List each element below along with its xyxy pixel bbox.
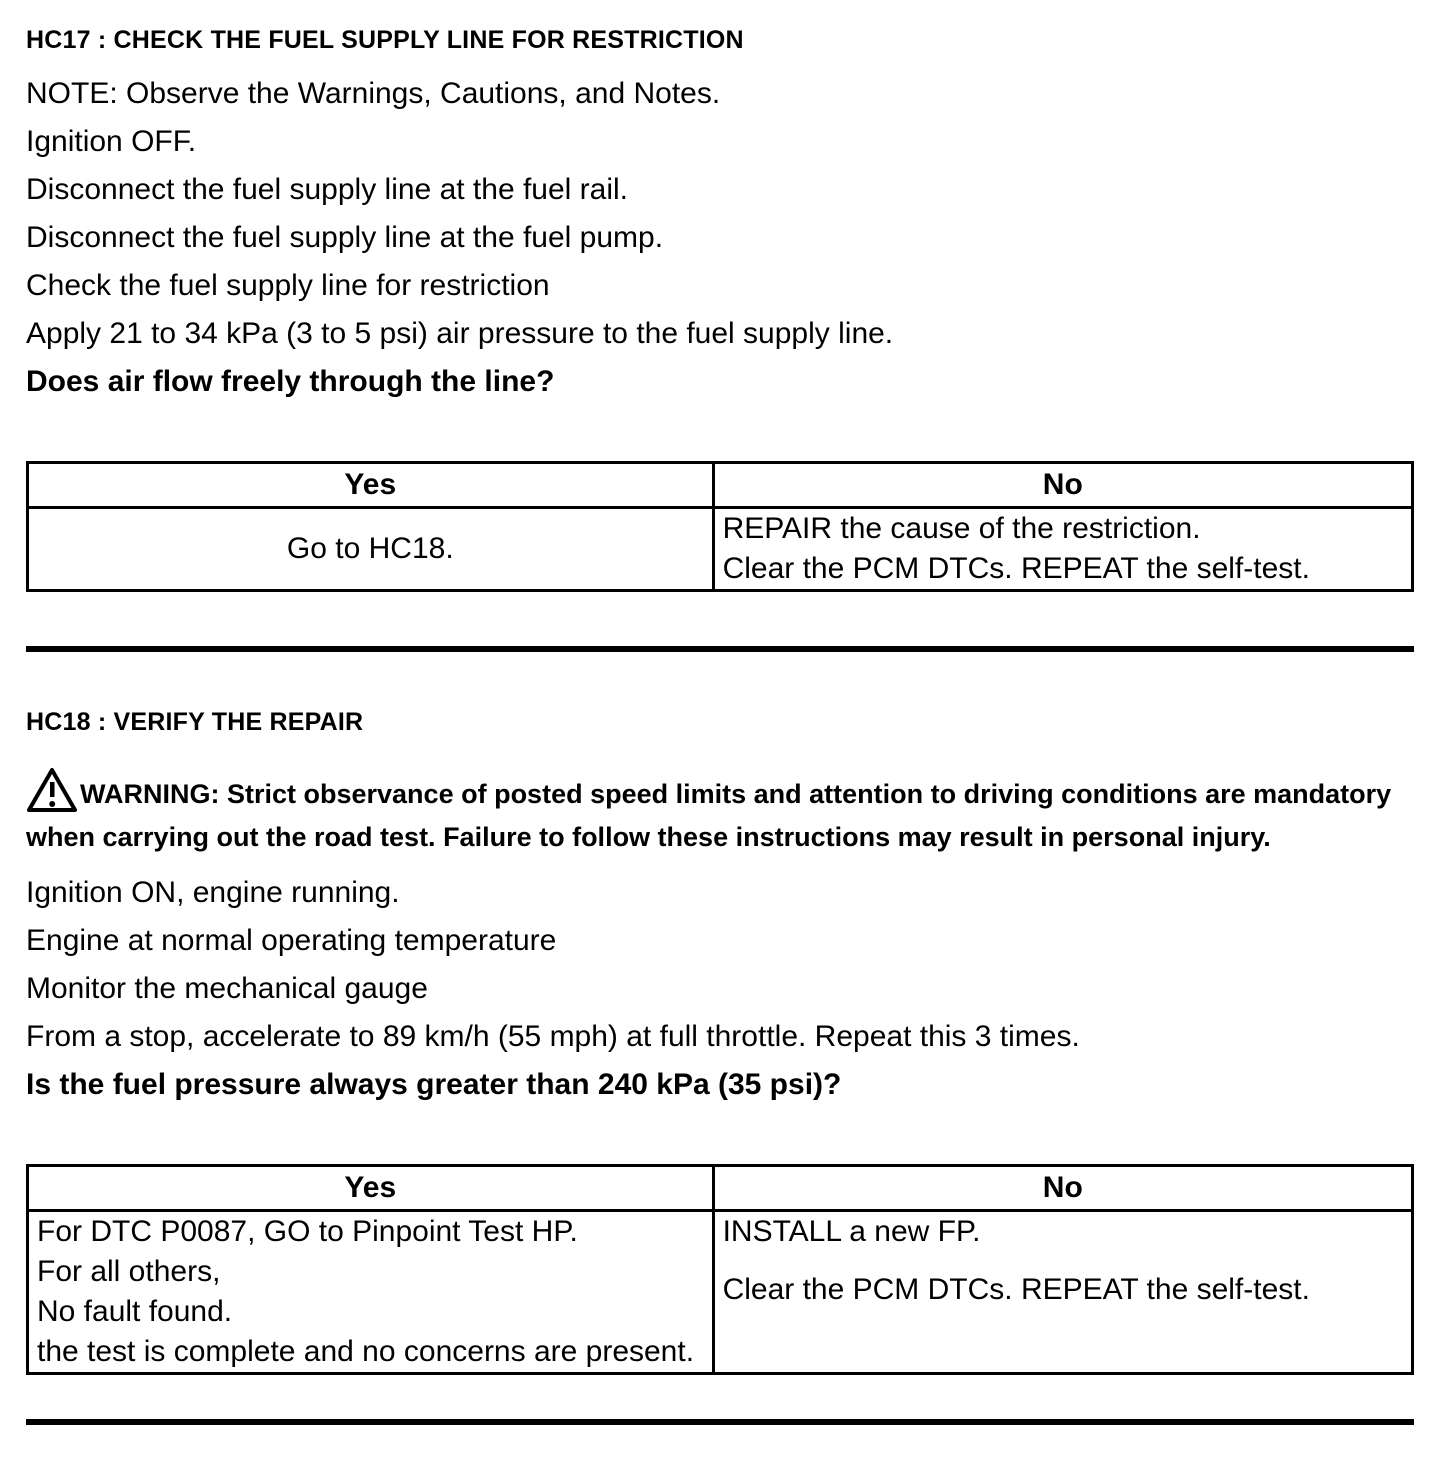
hc17-results-table bbox=[26, 461, 1414, 592]
warning-triangle-icon bbox=[26, 767, 78, 821]
yes-cell-line: For DTC P0087, GO to Pinpoint Test HP. bbox=[37, 1215, 578, 1248]
question-hc18: Is the fuel pressure always greater than 240 kPa (35 psi)? bbox=[26, 1068, 842, 1101]
body-line: Monitor the mechanical gauge bbox=[26, 972, 428, 1005]
warning-text: WARNING: Strict observance of posted speed limits and attention to driving conditions are mandatory when carrying out the road test. Failure to follow these instructions may result in personal injury. bbox=[26, 779, 1392, 852]
yes-cell-line: For all others, bbox=[37, 1255, 221, 1288]
yes-cell bbox=[28, 1211, 714, 1374]
body-line: Ignition OFF. bbox=[26, 125, 197, 158]
no-cell-line: REPAIR the cause of the restriction. bbox=[722, 512, 1201, 545]
no-cell-line: Clear the PCM DTCs. REPEAT the self-test. bbox=[722, 552, 1310, 585]
no-column-header: No bbox=[713, 463, 1412, 508]
yes-cell-line: the test is complete and no concerns are present. bbox=[37, 1335, 695, 1368]
no-cell bbox=[713, 508, 1412, 591]
warning-paragraph bbox=[26, 767, 1414, 854]
body-line: Check the fuel supply line for restriction bbox=[26, 269, 550, 302]
yes-column-header: Yes bbox=[28, 1166, 714, 1211]
body-line: Engine at normal operating temperature bbox=[26, 924, 557, 957]
section-hc18 bbox=[26, 708, 1414, 1375]
no-cell-line: INSTALL a new FP. bbox=[722, 1215, 981, 1248]
section-heading-hc17: HC17 : CHECK THE FUEL SUPPLY LINE FOR RESTRICTION bbox=[26, 26, 744, 54]
yes-column-header: Yes bbox=[28, 463, 714, 508]
bottom-divider bbox=[26, 1419, 1414, 1425]
no-cell-line: Clear the PCM DTCs. REPEAT the self-test. bbox=[722, 1273, 1310, 1306]
body-line: Disconnect the fuel supply line at the fuel rail. bbox=[26, 173, 629, 206]
body-line: Apply 21 to 34 kPa (3 to 5 psi) air pressure to the fuel supply line. bbox=[26, 317, 894, 350]
table-header-row bbox=[28, 463, 1413, 508]
hc18-results-table bbox=[26, 1164, 1414, 1375]
table-header-row bbox=[28, 1166, 1413, 1211]
yes-cell-line: Go to HC18. bbox=[286, 532, 454, 565]
body-line: Disconnect the fuel supply line at the fuel pump. bbox=[26, 221, 664, 254]
yes-cell-line: No fault found. bbox=[37, 1295, 233, 1328]
body-line: NOTE: Observe the Warnings, Cautions, and Notes. bbox=[26, 77, 721, 110]
question-hc17: Does air flow freely through the line? bbox=[26, 365, 555, 398]
section-divider bbox=[26, 646, 1414, 652]
table-body-row bbox=[28, 1211, 1413, 1374]
body-line: From a stop, accelerate to 89 km/h (55 mph) at full throttle. Repeat this 3 times. bbox=[26, 1020, 1080, 1053]
body-line: Ignition ON, engine running. bbox=[26, 876, 400, 909]
table-body-row bbox=[28, 508, 1413, 591]
no-column-header: No bbox=[713, 1166, 1412, 1211]
section-heading-hc18: HC18 : VERIFY THE REPAIR bbox=[26, 708, 364, 736]
yes-cell bbox=[28, 508, 714, 591]
section-hc17 bbox=[26, 26, 1414, 592]
no-cell bbox=[713, 1211, 1412, 1374]
